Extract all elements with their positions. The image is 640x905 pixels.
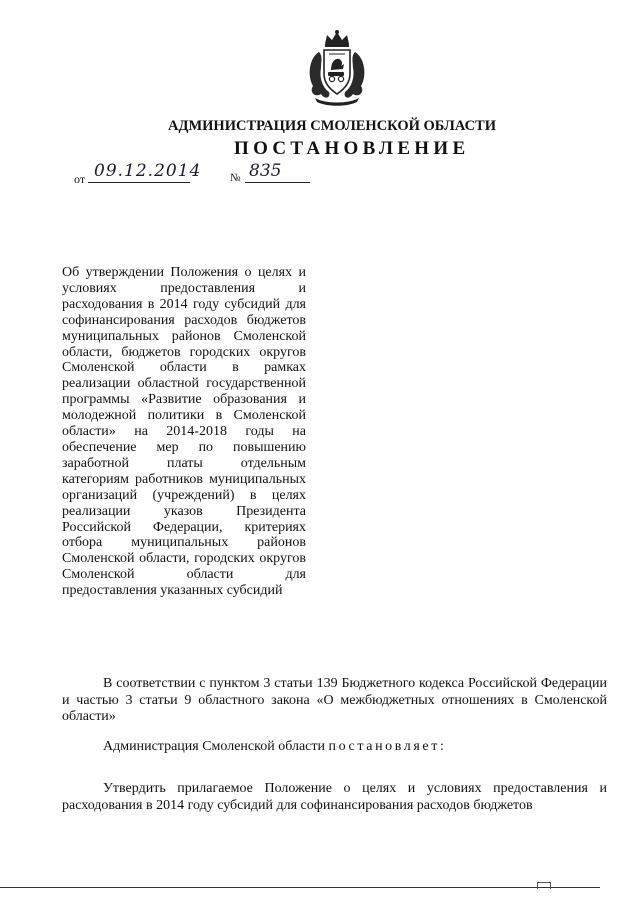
dateline <box>74 160 314 186</box>
coat-of-arms-icon <box>297 28 377 108</box>
organization-name: АДМИНИСТРАЦИЯ СМОЛЕНСКОЙ ОБЛАСТИ <box>168 118 496 134</box>
resolution-verb: постановляет: <box>328 739 447 754</box>
preamble-paragraph: В соответствии с пунктом 3 статьи 139 Бюджетного кодекса Российской Федерации и частью 3 статьи 9 областного закона «О межбюджетных отношениях в Смоленской области» <box>62 676 607 725</box>
page-mark <box>537 882 551 889</box>
date-field <box>88 160 202 183</box>
footer-divider <box>0 887 600 888</box>
number-field <box>245 160 310 183</box>
subject-heading: Об утверждении Положения о целях и условиях предоставления и расходования в 2014 году субсидий для софинансирования расходов бюджетов муниципальных районов Смоленской области, бюджетов городских округов Смоленской области в рамках реализации областной государственной программы «Развитие образования и молодежной политики в Смоленской области» на 2014-2018 годы на обеспечение мер по повышению заработной платы отдельным категориям работников муниципальных организаций (учреждений) в целях реализации указов Президента Российской Федерации, критериях отбора муниципальных районов Смоленской области, городских округов Смоленской области для предоставления указанных субсидий <box>62 265 306 599</box>
document-title: ПОСТАНОВЛЕНИЕ <box>234 138 470 159</box>
approval-paragraph: Утвердить прилагаемое Положение о целях и условиях предоставления и расходования в 2014 году субсидий для софинансирования расходов бюджетов <box>62 781 607 813</box>
number-prefix: № <box>230 172 241 184</box>
date-prefix: от <box>74 172 86 186</box>
resolution-authority: Администрация Смоленской области <box>103 739 326 754</box>
date-value-handwritten: 09.12.2014 <box>94 161 202 181</box>
number-value-handwritten: 835 <box>249 161 282 181</box>
resolution-clause <box>103 739 603 756</box>
